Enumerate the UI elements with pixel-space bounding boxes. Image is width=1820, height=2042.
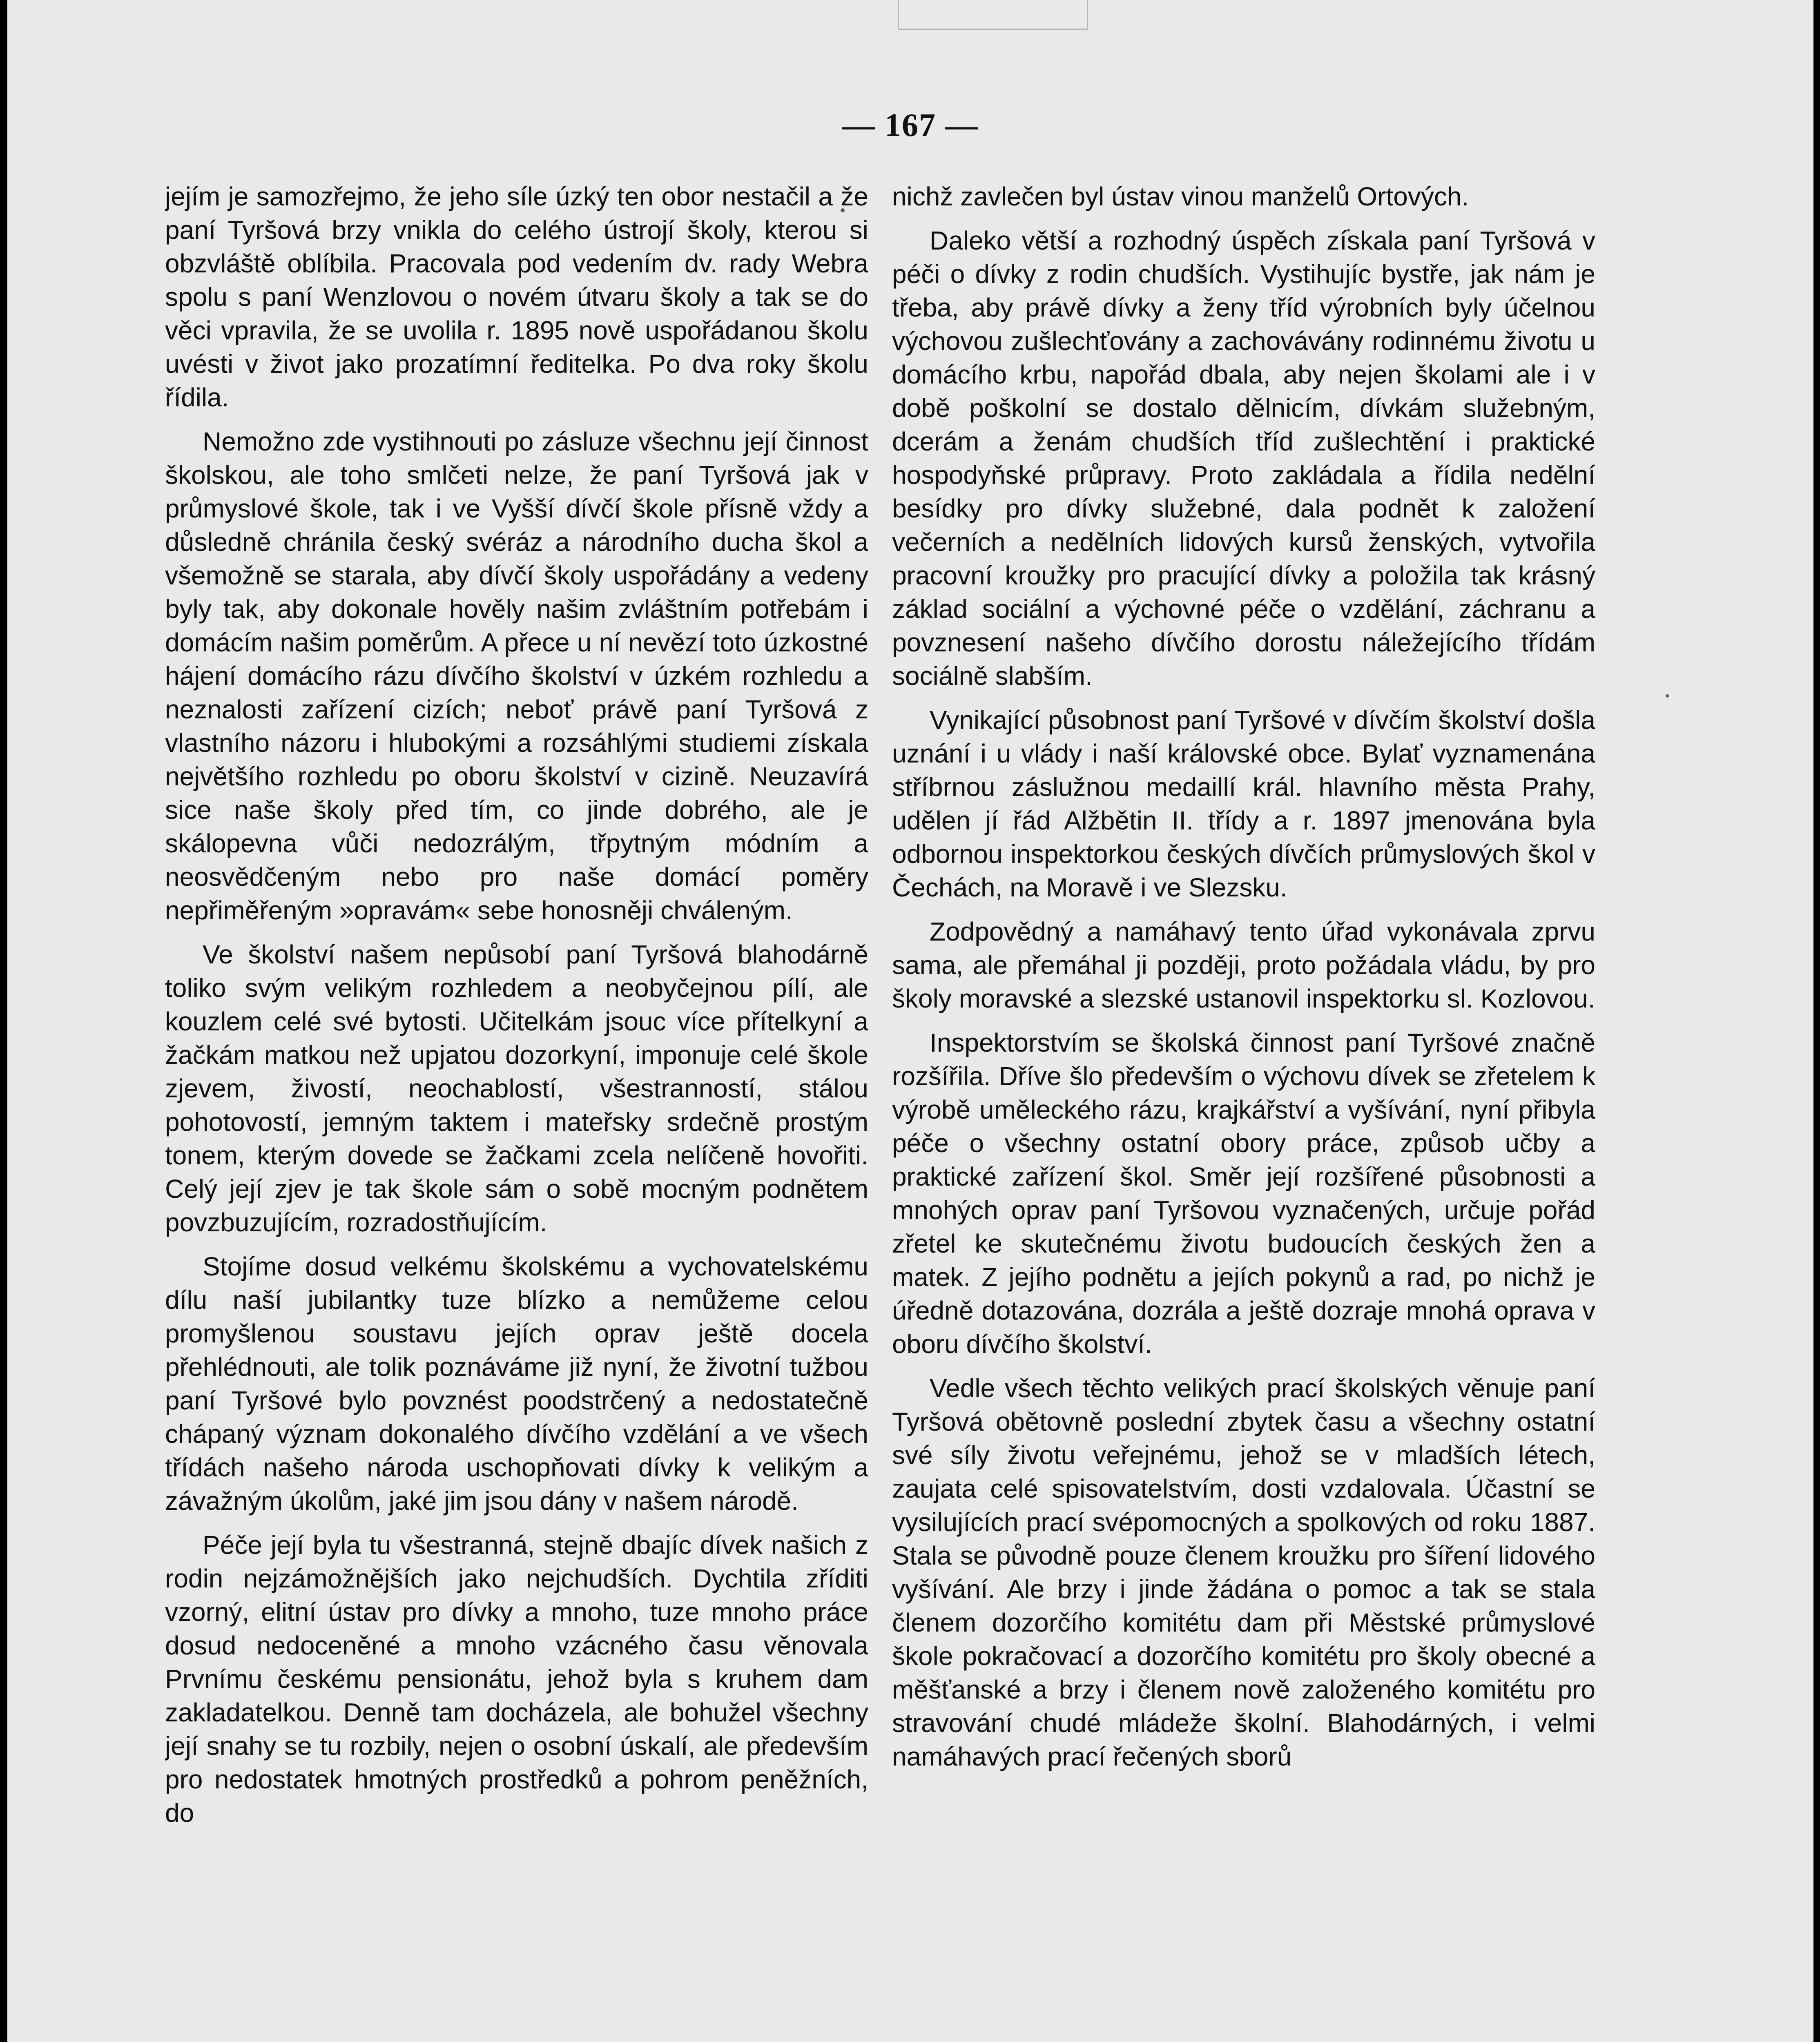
paragraph: jejím je samozřejmo, že jeho síle úzký ten obor nestačil a že paní Tyršová brzy vnikla do celého ústrojí školy, kterou si obzvláště oblíbila. Pracovala pod vedením dv. rady Webra spolu s paní Wenzlovou o novém útvaru školy a tak se do věci vpravila, že se uvolila r. 1895 nově uspořádanou školu uvésti v život jako prozatímní ředitelka. Po dva roky školu řídila. xyxy=(165,182,868,412)
paragraph: nichž zavlečen byl ústav vinou manželů Ortových. xyxy=(892,182,1469,211)
paragraph: Zodpovědný a namáhavý tento úřad vykonávala zprvu sama, ale přemáhal ji později, proto požádala vládu, by pro školy moravské a slezské ustanovil inspektorku sl. Kozlovou. xyxy=(892,917,1595,1013)
right-column xyxy=(892,180,1595,2042)
paragraph: Daleko větší a rozhodný úspěch získala paní Tyršová v péči o dívky z rodin chudších. Vystihujíc bystře, jak nám je třeba, aby právě dívky a ženy tříd výrobních byly účelnou výchovou zušlechťovány a zachovávány rodinnému životu u domácího krbu, napořád dbala, aby nejen školami ale i v době poškolní se dostalo dělnicím, dívkám služebným, dcerám a ženám chudších tříd zušlechtění i praktické hospodyňské průpravy. Proto zakládala a řídila nedělní besídky pro dívky služebné, dala podnět k založení večerních a nedělních lidových kursů ženských, vytvořila pracovní kroužky pro pracující dívky a položila tak krásný základ sociální a výchovné péče o vzdělání, záchranu a povznesení našeho dívčího dorostu náležejícího třídám sociálně slabším. xyxy=(892,226,1595,691)
paragraph: Ve školství našem nepůsobí paní Tyršová blahodárně toliko svým velikým rozhledem a neobyčejnou pílí, ale kouzlem celé své bytosti. Učitelkám jsouc více přítelkyní a žačkám matkou než upjatou dozorkyní, imponuje celé škole zjevem, živostí, neochablostí, všestranností, stálou pohotovostí, jemným taktem i mateřsky srdečně prostým tonem, kterým dovede se žačkami zcela nelíčeně hovořiti. Celý její zjev je tak škole sám o sobě mocným podnětem povzbuzujícím, rozradostňujícím. xyxy=(165,940,868,1237)
scan-edge-mark xyxy=(898,0,1088,30)
left-column xyxy=(165,180,868,2042)
scan-dust-spot xyxy=(1666,694,1669,698)
paragraph: Vynikající působnost paní Tyršové v dívčím školství došla uznání i u vlády i naší královské obce. Bylať vyznamenána stříbrnou záslužnou medaillí král. hlavního města Prahy, udělen jí řád Alžbětin II. třídy a r. 1897 jmenována byla odbornou inspektorkou českých dívčích průmyslových škol v Čechách, na Moravě i ve Slezsku. xyxy=(892,705,1595,902)
paragraph: Vedle všech těchto velikých prací školských věnuje paní Tyršová obětovně poslední zbytek času a všechny ostatní své síly životu veřejnému, jehož se v mladších létech, zaujata celé spisovatelstvím, dosti vzdalovala. Účastní se vysilujících prací svépomocných a spolkových od roku 1887. Stala se původně pouze členem kroužku pro šíření lidového vyšívání. Ale brzy i jinde žádána o pomoc a tak se stala členem dozorčího komitétu dam při Městské průmyslové škole pokračovací a dozorčího komitétu pro školy obecné a měšťanské a brzy i členem nově založeného komitétu pro stravování chudé mládeže školní. Blahodárných, i velmi namáhavých prací řečených sborů xyxy=(892,1373,1595,1771)
paragraph: Stojíme dosud velkému školskému a vychovatelskému dílu naší jubilantky tuze blízko a nemůžeme celou promyšlenou soustavu jejích oprav ještě docela přehlédnouti, ale tolik poznáváme již nyní, že životní tužbou paní Tyršové bylo povznést poodstrčený a nedostatečně chápaný význam dokonalého dívčího vzdělání a ve všech třídách našeho národa uschopňovati dívky k velikým a závažným úkolům, jaké jim jsou dány v našem národě. xyxy=(165,1252,868,1516)
paragraph: Nemožno zde vystihnouti po zásluze všechnu její činnost školskou, ale toho smlčeti nelze, že paní Tyršová jak v průmyslové škole, tak i ve Vyšší dívčí škole přísně vždy a důsledně chránila český svéráz a národního ducha škol a všemožně se starala, aby dívčí školy uspořádány a vedeny byly tak, aby dokonale hověly našim zvláštním potřebám i domácím našim poměrům. A přece u ní nevězí toto úzkostné hájení domácího rázu dívčího školství v úzkém rozhledu a neznalosti zařízení cizích; neboť právě paní Tyršová z vlastního názoru i hlubokými a rozsáhlými studiemi získala největšího rozhledu po oboru školství v cizině. Neuzavírá sice naše školy před tím, co jinde dobrého, ale je skálopevna vůči nedozrálým, třpytným módním a neosvědčeným nebo pro naše domácí poměry nepřiměřeným »opravám« sebe honosněji chváleným. xyxy=(165,427,868,925)
paragraph: Péče její byla tu všestranná, stejně dbajíc dívek našich z rodin nejzámožnějších jako nejchudších. Dychtila zříditi vzorný, elitní ústav pro dívky a mnoho, tuze mnoho práce dosud nedoceněné a mnoho vzácného času věnovala Prvnímu českému pensionátu, jehož byla s kruhem dam zakladatelkou. Denně tam docházela, ale bohužel všechny její snahy se tu rozbily, nejen o osobní úskalí, ale především pro nedostatek hmotných prostředků a pohrom peněžních, do xyxy=(165,1530,868,1828)
page-number: — 167 — xyxy=(842,107,979,143)
paragraph: Inspektorstvím se školská činnost paní Tyršové značně rozšířila. Dříve šlo především o výchovu dívek se zřetelem k výrobě uměleckého rázu, krajkářství a vyšívání, nyní přibyla péče o všechny ostatní obory práce, způsob učby a praktické zařízení škol. Směr její rozšířené působnosti a mnohých oprav paní Tyršovou vyznačených, určuje pořád zřetel ke skutečnému životu budoucích českých žen a matek. Z jejího podnětu a jejích pokynů a rad, po nichž je úředně dotazována, dozrála a ještě dozraje mnohá oprava v oboru dívčího školství. xyxy=(892,1028,1595,1359)
document-page xyxy=(7,0,1813,2042)
